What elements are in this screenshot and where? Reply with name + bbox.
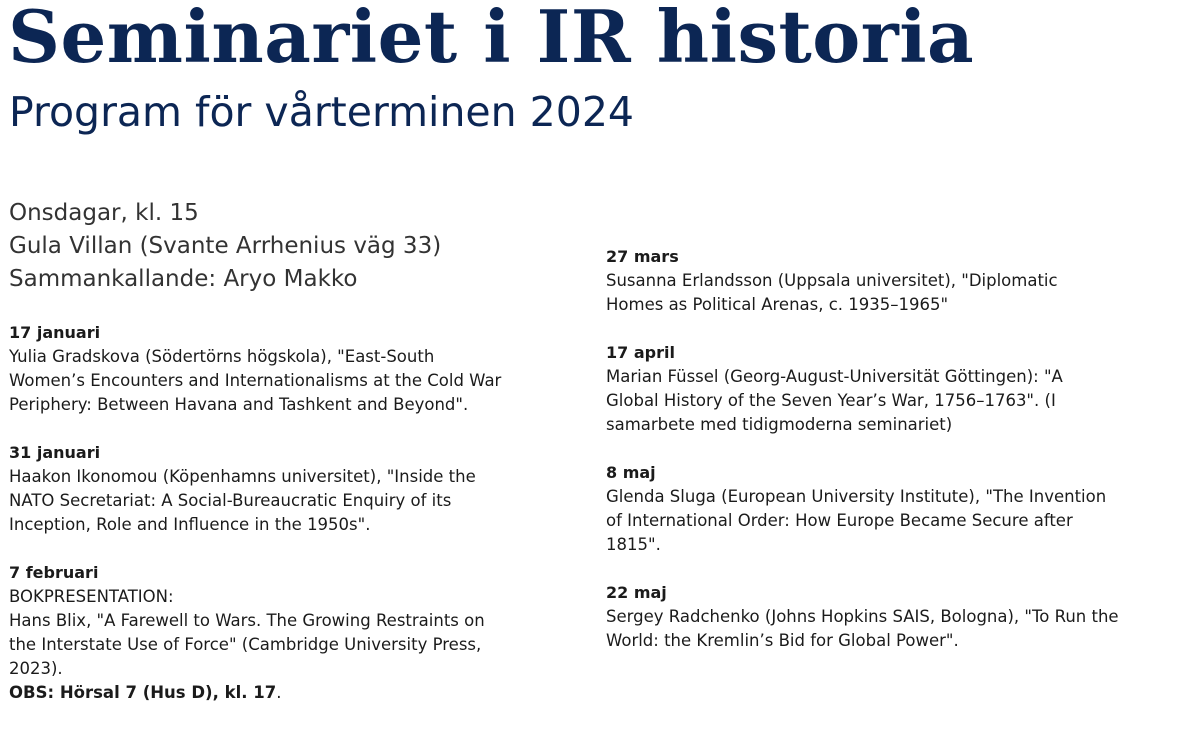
seminar-description-line: Sergey Radchenko (Johns Hopkins SAIS, Bologna), "To Run the [606, 607, 1119, 626]
seminar-date: 31 januari [9, 443, 101, 462]
seminar-entry [606, 245, 1186, 317]
seminar-description-line: Hans Blix, "A Farewell to Wars. The Growing Restraints on [9, 611, 485, 630]
seminar-description-line: Yulia Gradskova (Södertörns högskola), "East-South [9, 347, 435, 366]
left-column [9, 321, 569, 729]
seminar-description-line: 2023). [9, 659, 63, 678]
seminar-note-location: OBS: Hörsal 7 (Hus D), kl. 17 [9, 683, 277, 702]
seminar-entry [9, 321, 569, 417]
seminar-description-line: Marian Füssel (Georg-August-Universität Göttingen): "A [606, 367, 1063, 386]
seminar-entry [9, 441, 569, 537]
seminar-date: 7 februari [9, 563, 99, 582]
seminar-info [9, 197, 599, 296]
seminar-date: 8 maj [606, 463, 656, 482]
seminar-entry [9, 561, 569, 705]
seminar-description-line: World: the Kremlin’s Bid for Global Power". [606, 631, 959, 650]
seminar-description-line: Homes as Political Arenas, c. 1935–1965" [606, 295, 949, 314]
schedule-time: Onsdagar, kl. 15 [9, 200, 199, 226]
seminar-description-line: Haakon Ikonomou (Köpenhamns universitet), "Inside the [9, 467, 476, 486]
page-title: Seminariet i IR historia [8, 0, 975, 79]
seminar-description-line: Women’s Encounters and Internationalisms at the Cold War [9, 371, 502, 390]
seminar-note [9, 681, 569, 705]
convener: Sammankallande: Aryo Makko [9, 266, 358, 292]
right-column [606, 245, 1186, 677]
seminar-description-line: 1815". [606, 535, 661, 554]
seminar-date: 22 maj [606, 583, 667, 602]
seminar-description-line: the Interstate Use of Force" (Cambridge University Press, [9, 635, 482, 654]
seminar-description-line: BOKPRESENTATION: [9, 587, 174, 606]
seminar-entry [606, 461, 1186, 557]
seminar-date: 27 mars [606, 247, 679, 266]
seminar-description-line: samarbete med tidigmoderna seminariet) [606, 415, 953, 434]
seminar-description-line: Periphery: Between Havana and Tashkent and Beyond". [9, 395, 469, 414]
seminar-description-line: Susanna Erlandsson (Uppsala universitet), "Diplomatic [606, 271, 1058, 290]
venue: Gula Villan (Svante Arrhenius väg 33) [9, 233, 442, 259]
seminar-entry [606, 581, 1186, 653]
seminar-description-line: Inception, Role and Influence in the 1950s". [9, 515, 371, 534]
seminar-date: 17 januari [9, 323, 101, 342]
seminar-description-line: of International Order: How Europe Became Secure after [606, 511, 1073, 530]
seminar-date: 17 april [606, 343, 675, 362]
seminar-note-tail: . [276, 683, 282, 702]
seminar-description-line: NATO Secretariat: A Social-Bureaucratic Enquiry of its [9, 491, 452, 510]
seminar-entry [606, 341, 1186, 437]
seminar-description-line: Global History of the Seven Year’s War, 1756–1763". (I [606, 391, 1056, 410]
seminar-description-line: Glenda Sluga (European University Institute), "The Invention [606, 487, 1107, 506]
page-subtitle: Program för vårterminen 2024 [9, 88, 635, 136]
